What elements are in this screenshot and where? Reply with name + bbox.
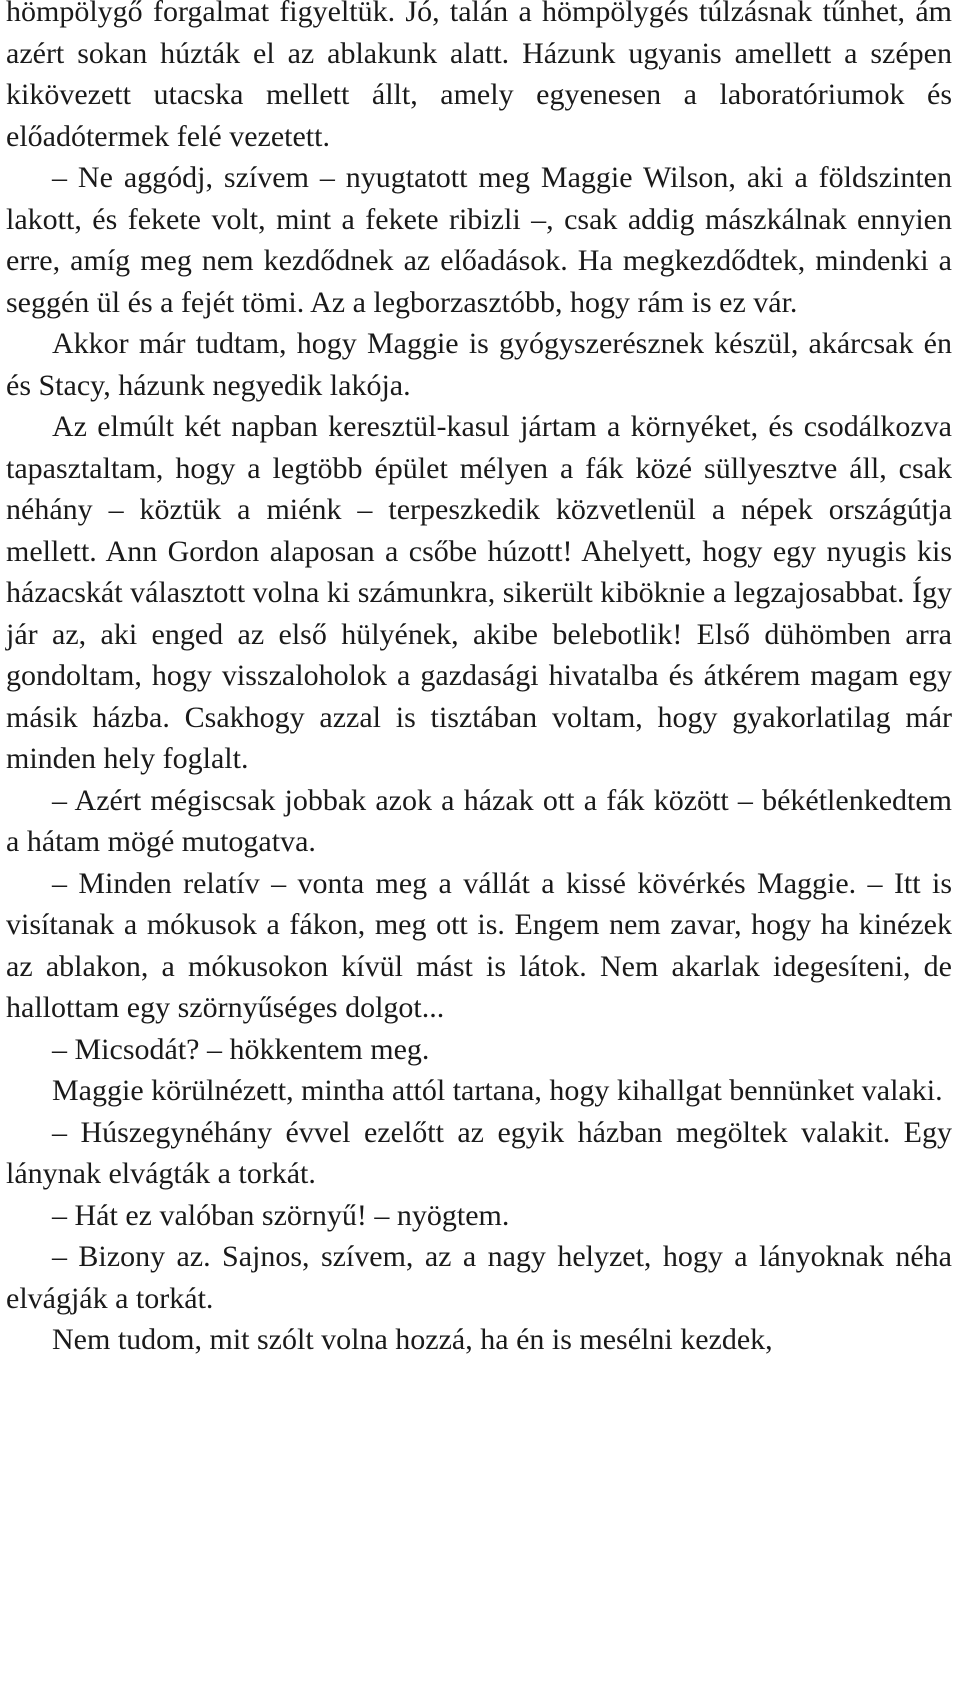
paragraph-1: hömpölygő forgalmat figyeltük. Jó, talán a hömpölygés túlzásnak tűnhet, ám azért sokan húzták el az ablakunk alatt. Házunk ugyanis amellett a szépen kikövezett utacska mellett állt, amely egyenesen a laboratóriumok és előadótermek felé vezetett. bbox=[6, 0, 952, 153]
paragraph-5: – Azért mégiscsak jobbak azok a házak ott a fák között – békétlenkedtem a hátam mögé mutogatva. bbox=[6, 783, 952, 858]
paragraph-12: Nem tudom, mit szólt volna hozzá, ha én is mesélni kezdek, bbox=[52, 1323, 773, 1356]
paragraph-3: Akkor már tudtam, hogy Maggie is gyógyszerésznek készül, akárcsak én és Stacy, házunk negyedik lakója. bbox=[6, 327, 952, 402]
paragraph-9: – Húszegynéhány évvel ezelőtt az egyik házban megöltek valakit. Egy lánynak elvágták a torkát. bbox=[6, 1115, 952, 1190]
paragraph-10: – Hát ez valóban szörnyű! – nyögtem. bbox=[52, 1198, 510, 1232]
paragraph-8: Maggie körülnézett, mintha attól tartana, hogy kihallgat bennünket valaki. bbox=[52, 1074, 943, 1107]
paragraph-11: – Bizony az. Sajnos, szívem, az a nagy helyzet, hogy a lányoknak néha elvágják a torkát. bbox=[6, 1240, 952, 1315]
paragraph-7: – Micsodát? – hökkentem meg. bbox=[52, 1032, 430, 1066]
paragraph-4: Az elmúlt két napban keresztül-kasul jártam a környéket, és csodálkozva tapasztaltam, hogy a legtöbb épület mélyen a fák közé süllyesztve áll, csak néhány – köztük a miénk – terpeszkedik közvetlenül a népek országútja mellett. Ann Gordon alaposan a csőbe húzott! Ahelyett, hogy egy nyugis kis házacskát választott volna ki számunkra, sikerült kiböknie a legzajosabbat. Így jár az, aki enged az első hülyének, akibe belebotlik! Első dühömben arra gondoltam, hogy visszaloholok a gazdasági hivatalba és átkérem magam egy másik házba. Csakhogy azzal is tisztában voltam, hogy gyakorlatilag már minden hely foglalt. bbox=[6, 410, 952, 775]
paragraph-6: – Minden relatív – vonta meg a vállát a kissé kövérkés Maggie. – Itt is visítanak a mókusok a fákon, meg ott is. Engem nem zavar, hogy ha kinézek az ablakon, a mókusokon kívül mást is látok. Nem akarlak idegesíteni, de hallottam egy szörnyűséges dolgot... bbox=[6, 866, 952, 1024]
book-page bbox=[6, 0, 952, 1361]
paragraph-2: – Ne aggódj, szívem – nyugtatott meg Maggie Wilson, aki a földszinten lakott, és fekete volt, mint a fekete ribizli –, csak addig mászkálnak ennyien erre, amíg meg nem kezdődnek az előadások. Ha megkezdődtek, mindenki a seggén ül és a fejét tömi. Az a legborzasztóbb, hogy rám is ez vár. bbox=[6, 161, 952, 319]
